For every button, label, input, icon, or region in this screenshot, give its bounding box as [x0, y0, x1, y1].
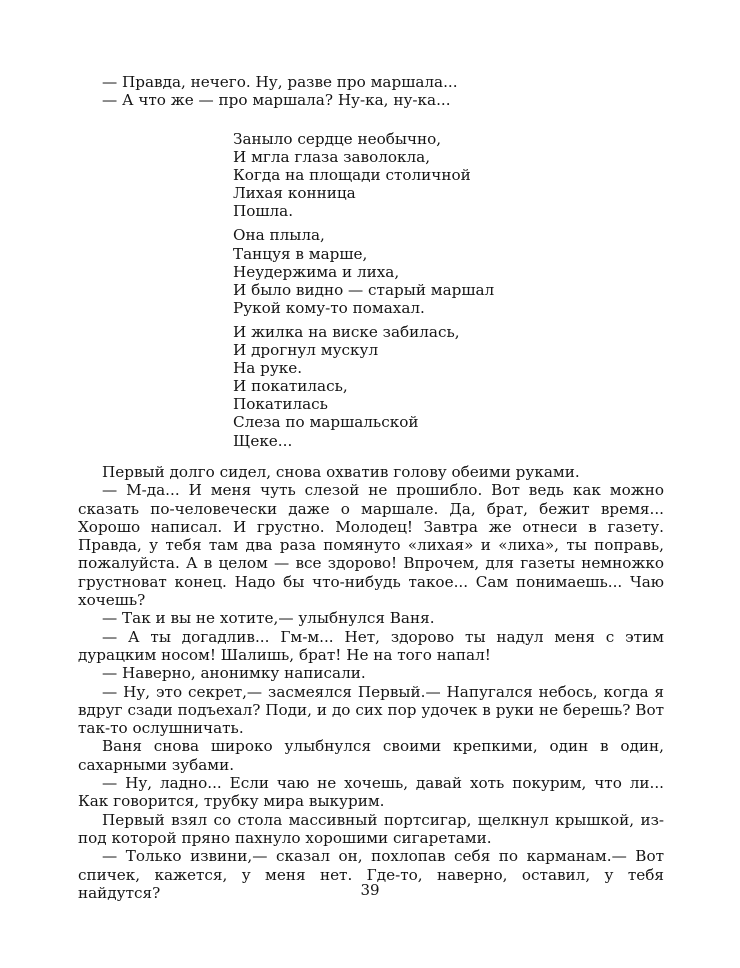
poem [233, 130, 494, 456]
poem-line: Она плыла, [233, 226, 325, 245]
page-number: 39 [360, 881, 380, 899]
paragraph: — Так и вы не хотите,— улыбнулся Ваня. [102, 609, 435, 628]
poem-line: И было видно — старый маршал [233, 280, 495, 299]
poem-line: Пошла. [233, 202, 294, 221]
paragraph: — Ну, это секрет,— засмеялся Первый.— Напугался небось, когда я вдруг сзади подъехал? Поди, и до сих пор удочек в руки не берешь? Вот так-то ослушничать. [78, 682, 664, 738]
poem-line: Танцуя в марше, [233, 244, 368, 263]
paragraph: — Правда, нечего. Ну, разве про маршала... [102, 73, 458, 91]
paragraph: — М-да... И меня чуть слезой не прошибло. Вот ведь как можно сказать по-человечески даже о маршале. Да, брат, бежит время... Хорошо написал. И грустно. Молодец! Завтра же отнеси в газету. Правда, у тебя там два раза помянуто «лихая» и «лиха», ты поправь, пожалуйста. А в целом — все здорово! Впрочем, для газеты немножко грустноват конец. Надо бы что-нибудь такое... Сам понимаешь... Чаю хочешь? [78, 481, 664, 610]
paragraph: — А что же — про маршала? Ну-ка, ну-ка... [102, 91, 451, 110]
poem-line: Рукой кому-то помахал. [233, 298, 425, 317]
poem-line: На руке. [233, 359, 303, 378]
poem-line: Покатилась [233, 395, 328, 414]
prose-body [78, 463, 664, 902]
poem-line: Когда на площади столичной [233, 166, 471, 185]
paragraph: — Только извини,— сказал он, похлопав себя по карманам.— Вот спичек, кажется, у меня нет. Где-то, наверно, оставил, у тебя найдутся? [78, 847, 664, 902]
paragraph: Первый долго сидел, снова охватив голову обеими руками. [102, 463, 580, 481]
poem-line: Заныло сердце необычно, [233, 130, 442, 148]
poem-line: И дрогнул мускул [233, 341, 379, 360]
paragraph: — Наверно, анонимку написали. [102, 664, 366, 683]
paragraph: — А ты догадлив... Гм-м... Нет, здорово ты надул меня с этим дурацким носом! Шалишь, брат! Не на того напал! [78, 627, 664, 664]
poem-line: И жилка на виске забилась, [233, 322, 460, 341]
poem-line: И мгла глаза заволокла, [233, 148, 431, 167]
poem-line: Слеза по маршальской [233, 413, 419, 432]
paragraph: Ваня снова широко улыбнулся своими крепкими, один в один, сахарными зубами. [78, 737, 664, 774]
poem-line: Щеке... [233, 431, 293, 450]
paragraph: — Ну, ладно... Если чаю не хочешь, давай хоть покурим, что ли... Как говорится, трубку мира выкурим. [78, 774, 664, 811]
poem-line: Неудержима и лиха, [233, 262, 400, 281]
poem-stanza [233, 323, 494, 450]
poem-line: Лихая конница [233, 184, 356, 203]
paragraph: Первый взял со стола массивный портсигар, щелкнул крышкой, из-под которой пряно пахнуло хорошими сигаретами. [78, 810, 664, 847]
intro-dialogue [78, 73, 664, 110]
poem-stanza [233, 130, 494, 220]
poem-stanza [233, 226, 494, 316]
poem-line: И покатилась, [233, 377, 348, 396]
